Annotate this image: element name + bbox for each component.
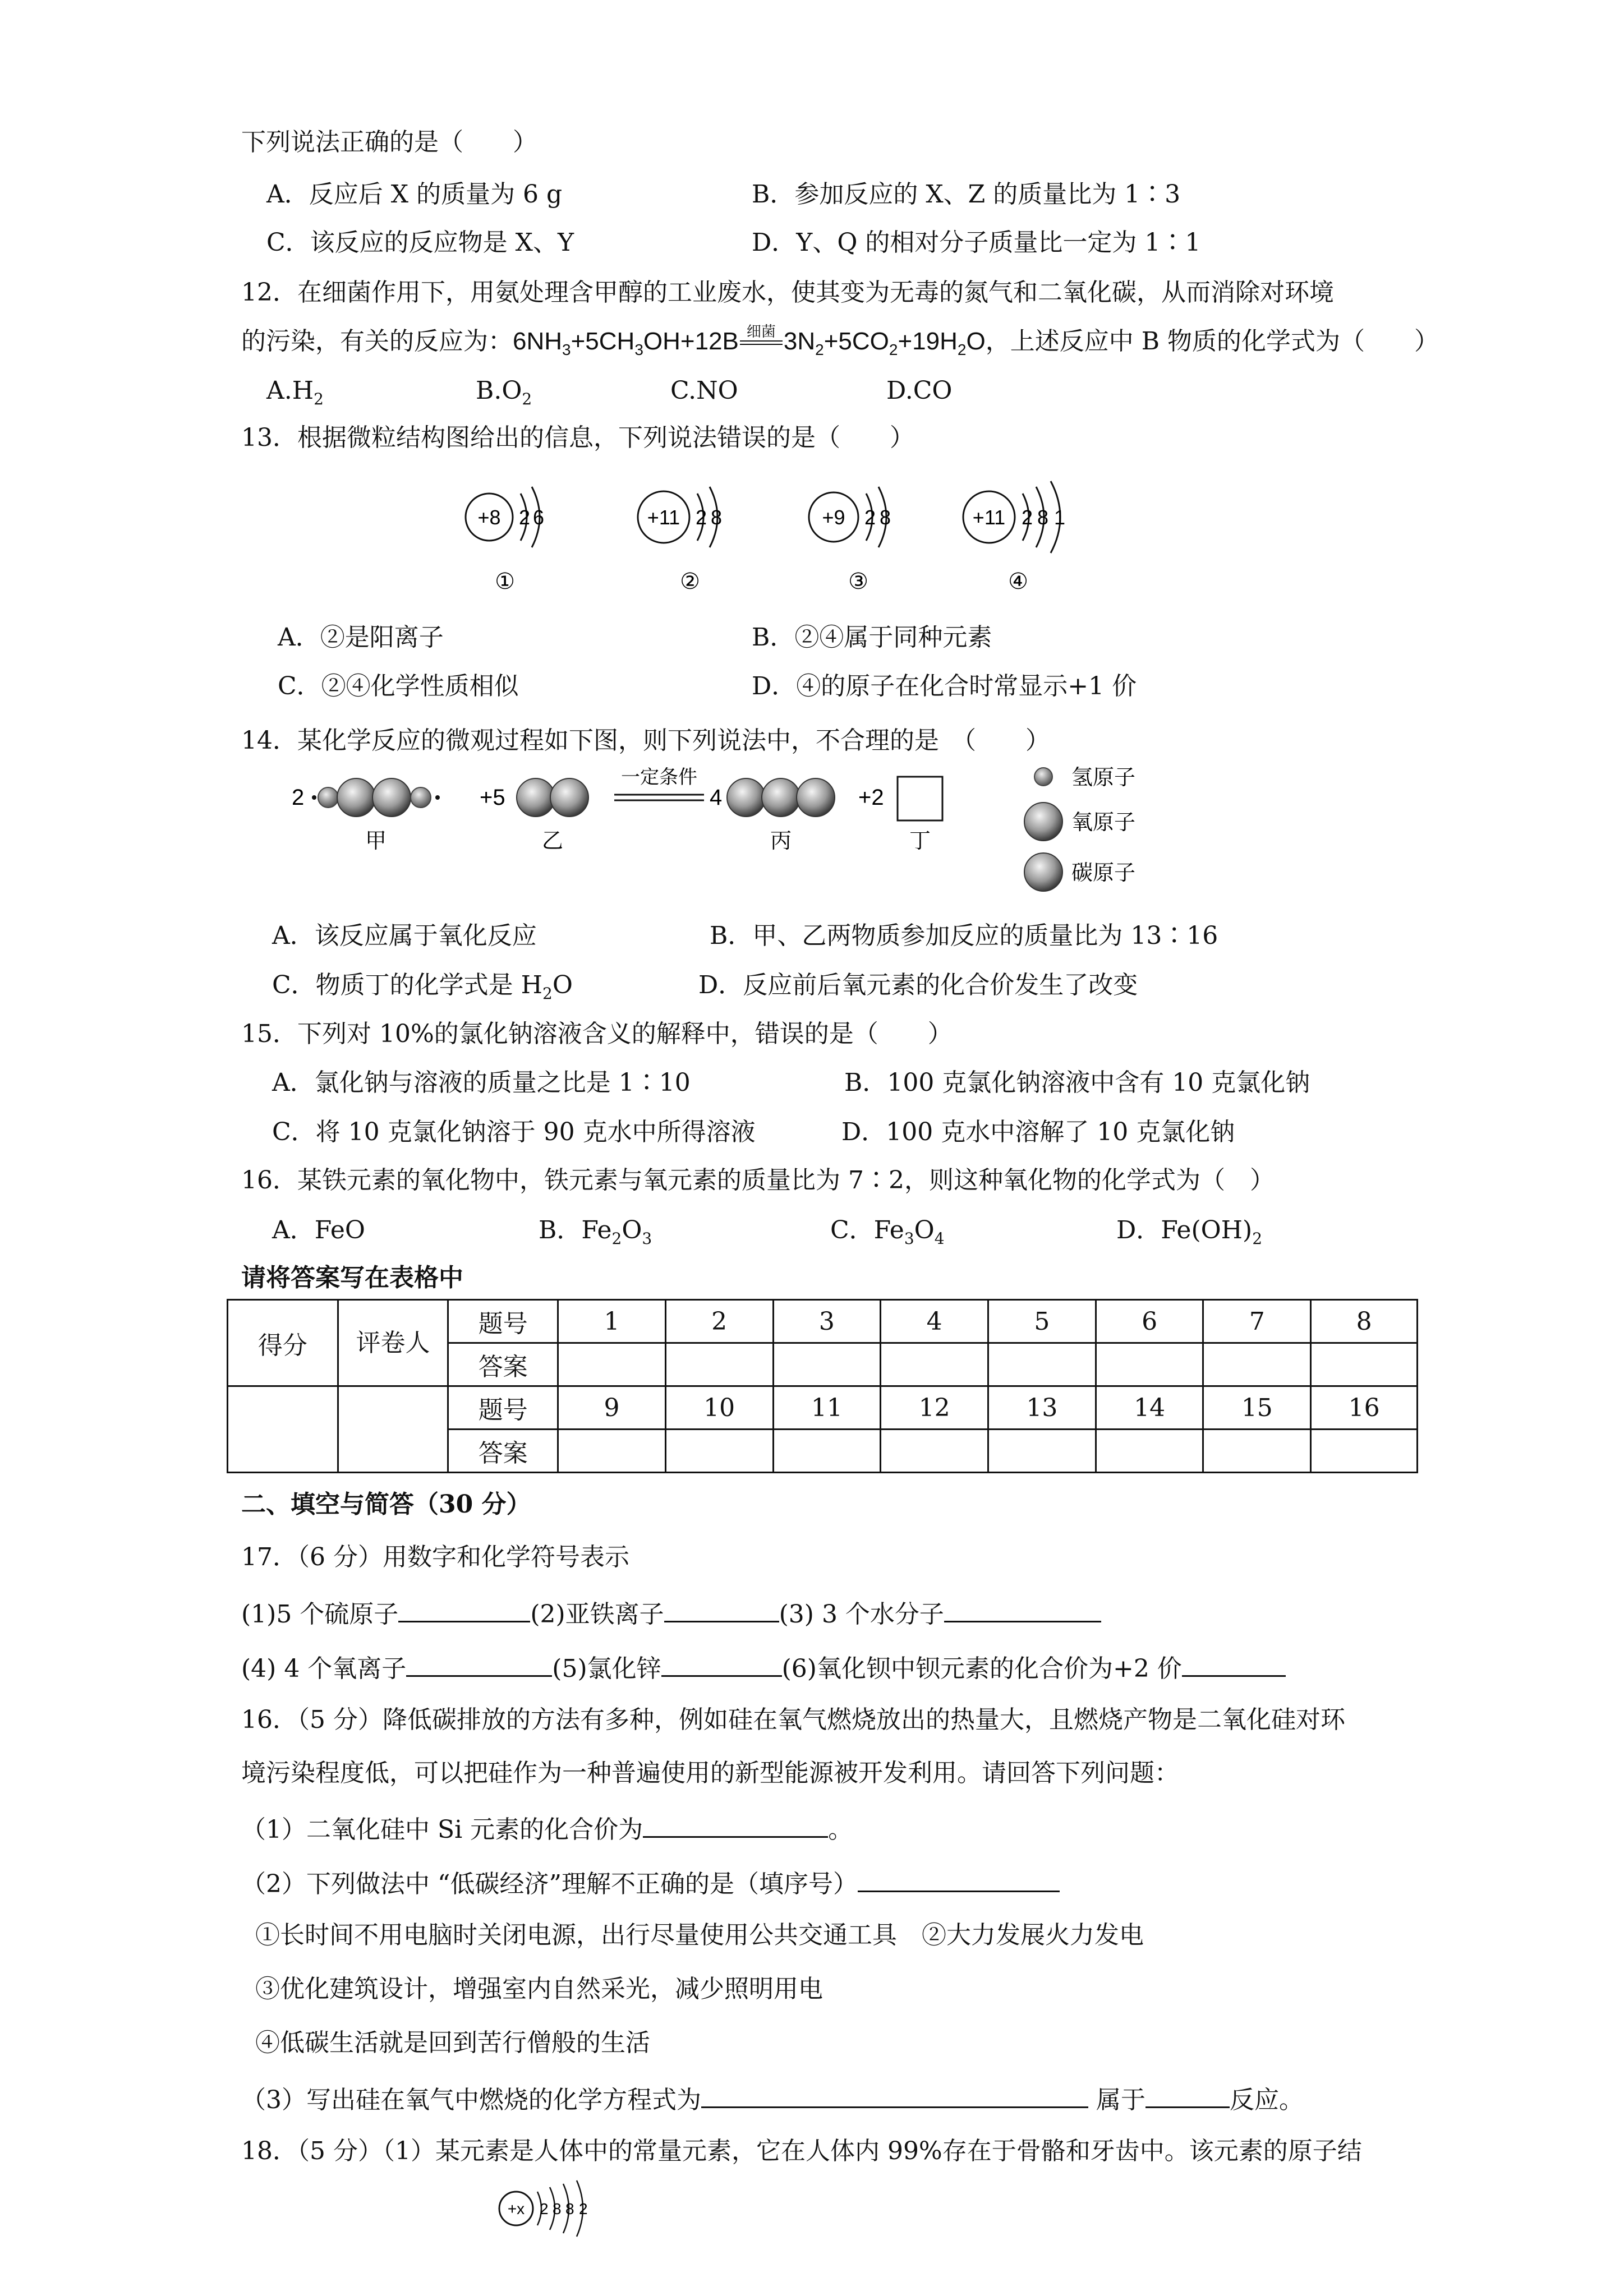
q12-option-a: $A.H_2$ xyxy=(266,376,324,408)
answer-blank[interactable] xyxy=(664,1596,779,1622)
q15-stem: 15．下列对 10%的氯化钠溶液含义的解释中，错误的是（ ） xyxy=(241,1020,953,1048)
svg-text:氢原子: 氢原子 xyxy=(1071,766,1136,790)
table-cell: 1 xyxy=(558,1300,666,1343)
q16b-part2: （2）下列做法中 “低碳经济”理解不正确的是（填序号） xyxy=(241,1866,1060,1901)
svg-text:2: 2 xyxy=(540,2200,549,2217)
svg-text:氧原子: 氧原子 xyxy=(1071,810,1136,835)
q16a-option-a: A．FeO xyxy=(272,1216,366,1244)
svg-text:+x: +x xyxy=(507,2200,525,2217)
table-cell: 9 xyxy=(558,1386,666,1430)
answer-blank[interactable] xyxy=(661,1650,782,1677)
q13-option-d: D．④的原子在化合时常显示+1 价 xyxy=(752,672,1137,700)
answer-blank[interactable] xyxy=(643,1811,828,1838)
q14-stem: 14．某化学反应的微观过程如下图，则下列说法中，不合理的是 （ ） xyxy=(241,726,1050,755)
svg-text:4: 4 xyxy=(710,785,723,810)
q15-option-c: C．将 10 克氯化钠溶于 90 克水中所得溶液 xyxy=(272,1118,756,1146)
answer-blank[interactable] xyxy=(1182,1650,1286,1677)
svg-text:+5: +5 xyxy=(480,785,505,810)
svg-text:2: 2 xyxy=(292,785,305,810)
q12-stem-line1: 12．在细菌作用下，用氨处理含甲醇的工业废水，使其变为无毒的氮气和二氧化碳，从而消除对环境 xyxy=(241,278,1334,307)
q12-equation: $6NH_3+5CH_3OH+12B$ 细菌 $3N_2+5CO_2+19H_2O$ xyxy=(513,323,986,358)
q16b-part3: （3）写出硅在氧气中燃烧的化学方程式为 属于 反应。 xyxy=(241,2082,1304,2117)
svg-text:碳原子: 碳原子 xyxy=(1071,860,1136,885)
q11-option-a: A．反应后 X 的质量为 6 g xyxy=(266,180,563,209)
svg-text:2: 2 xyxy=(579,2200,588,2217)
svg-text:2: 2 xyxy=(518,506,531,529)
q15-option-a: A．氯化钠与溶液的质量之比是 1∶10 xyxy=(272,1068,691,1097)
q16b-stem-line1: 16．（5 分）降低碳排放的方法有多种，例如硅在氧气燃烧放出的热量大，且燃烧产物是二氧化硅对环 xyxy=(241,1705,1345,1734)
answer-cell[interactable] xyxy=(881,1430,988,1473)
answer-blank[interactable] xyxy=(406,1650,552,1677)
svg-text:8: 8 xyxy=(553,2200,562,2217)
question-intro: 下列说法正确的是（ ） xyxy=(241,128,537,156)
answer-blank[interactable] xyxy=(944,1596,1101,1622)
answer-cell[interactable] xyxy=(558,1430,666,1473)
answer-cell[interactable] xyxy=(988,1343,1096,1386)
q13-option-a: A．②是阳离子 xyxy=(278,623,444,652)
q16a-option-c: C．$Fe_3O_4$ xyxy=(830,1216,945,1248)
answer-cell[interactable] xyxy=(665,1343,773,1386)
atom-diagram-1 xyxy=(460,477,572,600)
q14-option-b: B．甲、乙两物质参加反应的质量比为 13∶16 xyxy=(710,921,1218,950)
answer-cell[interactable] xyxy=(1311,1430,1418,1473)
svg-text:②: ② xyxy=(680,569,700,594)
answer-cell[interactable] xyxy=(665,1430,773,1473)
table-cell: 6 xyxy=(1096,1300,1203,1343)
table-cell: 10 xyxy=(665,1386,773,1430)
table-cell: 5 xyxy=(988,1300,1096,1343)
table-cell: 14 xyxy=(1096,1386,1203,1430)
q14-option-c: C．物质丁的化学式是 $H_2O$ xyxy=(272,971,573,1003)
q16b-stem-line2: 境污染程度低，可以把硅作为一种普遍使用的新型能源被开发利用。请回答下列问题： xyxy=(241,1759,1179,1787)
q12-option-b: $B.O_2$ xyxy=(476,376,532,408)
answer-blank[interactable] xyxy=(1145,2082,1230,2108)
atom-diagram-3 xyxy=(802,477,926,600)
svg-text:甲: 甲 xyxy=(365,828,387,853)
svg-text:+11: +11 xyxy=(647,506,680,529)
q11-option-c: C．该反应的反应物是 X、Y xyxy=(266,228,574,257)
table-cell: 12 xyxy=(881,1386,988,1430)
answer-cell[interactable] xyxy=(881,1343,988,1386)
q15-option-b: B．100 克氯化钠溶液中含有 10 克氯化钠 xyxy=(844,1068,1310,1097)
svg-text:2: 2 xyxy=(695,506,707,529)
score-header: 得分 xyxy=(228,1300,338,1386)
q13-option-b: B．②④属于同种元素 xyxy=(752,623,992,652)
answer-cell[interactable] xyxy=(988,1430,1096,1473)
svg-text:+11: +11 xyxy=(972,506,1006,529)
q16b-choice-4: ④低碳生活就是回到苦行僧般的生活 xyxy=(255,2028,650,2057)
qnum-header: 题号 xyxy=(448,1386,558,1430)
q12-option-c: C.NO xyxy=(670,376,738,405)
q12-stem-line2: 的污染，有关的反应为：$6NH_3+5CH_3OH+12B$ 细菌 $3N_2+5CO_2+19H_2O$，上述反应中 B 物质的化学式为（ ） xyxy=(241,323,1439,358)
answer-cell[interactable] xyxy=(773,1430,881,1473)
svg-text:一定条件: 一定条件 xyxy=(621,766,697,789)
answer-header: 答案 xyxy=(448,1343,558,1386)
answer-cell[interactable] xyxy=(773,1343,881,1386)
table-cell: 16 xyxy=(1311,1386,1418,1430)
q16a-stem: 16．某铁元素的氧化物中，铁元素与氧元素的质量比为 7∶2，则这种氧化物的化学式为（ ） xyxy=(241,1166,1275,1195)
section-heading: 二、填空与简答（30 分） xyxy=(241,1490,531,1519)
q16a-option-d: D．$Fe(OH)_2$ xyxy=(1116,1216,1263,1248)
svg-text:+9: +9 xyxy=(822,506,845,529)
table-cell: 3 xyxy=(773,1300,881,1343)
svg-text:8: 8 xyxy=(879,506,891,529)
grader-cell[interactable] xyxy=(338,1386,448,1473)
table-cell: 2 xyxy=(665,1300,773,1343)
svg-text:8: 8 xyxy=(1037,506,1049,529)
answer-cell[interactable] xyxy=(1096,1430,1203,1473)
svg-text:2: 2 xyxy=(1021,506,1033,529)
svg-text:+8: +8 xyxy=(477,506,501,529)
answer-cell[interactable] xyxy=(1096,1343,1203,1386)
q13-option-c: C．②④化学性质相似 xyxy=(278,672,519,700)
table-cell: 4 xyxy=(881,1300,988,1343)
q12-option-d: D.CO xyxy=(886,376,953,405)
table-cell: 15 xyxy=(1203,1386,1311,1430)
qnum-header: 题号 xyxy=(448,1300,558,1343)
answer-table xyxy=(227,1299,1418,1473)
q17-stem: 17．（6 分）用数字和化学符号表示 xyxy=(241,1543,629,1571)
table-cell: 11 xyxy=(773,1386,881,1430)
svg-text:6: 6 xyxy=(532,506,545,529)
answer-header: 答案 xyxy=(448,1430,558,1473)
answer-blank[interactable] xyxy=(398,1596,530,1622)
table-cell: 7 xyxy=(1203,1300,1311,1343)
answer-cell[interactable] xyxy=(558,1343,666,1386)
svg-text:乙: 乙 xyxy=(541,828,564,853)
reaction-diagram xyxy=(286,766,1251,911)
q16b-part1: （1）二氧化硅中 Si 元素的化合价为 。 xyxy=(241,1811,853,1846)
q13-stem: 13．根据微粒结构图给出的信息，下列说法错误的是（ ） xyxy=(241,423,914,452)
grader-header: 评卷人 xyxy=(338,1300,448,1386)
svg-text:1: 1 xyxy=(1053,506,1066,529)
svg-text:丙: 丙 xyxy=(770,828,792,853)
q14-option-d: D．反应前后氧元素的化合价发生了改变 xyxy=(698,971,1138,999)
svg-text:④: ④ xyxy=(1008,569,1028,594)
svg-text:丁: 丁 xyxy=(909,828,931,853)
q17-line1: (1)5 个硫原子 (2)亚铁离子 (3) 3 个水分子 xyxy=(241,1596,1101,1631)
q17-line2: (4) 4 个氧离子 (5)氯化锌 (6)氧化钡中钡元素的化合价为+2 价 xyxy=(241,1650,1286,1685)
table-cell: 8 xyxy=(1311,1300,1418,1343)
answer-blank[interactable] xyxy=(858,1866,1060,1892)
svg-text:2: 2 xyxy=(864,506,876,529)
atom-diagram-q18 xyxy=(494,2176,628,2249)
q16b-choice-1-2: ①长时间不用电脑时关闭电源，出行尽量使用公共交通工具 ②大力发展火力发电 xyxy=(255,1921,1144,1949)
q14-option-a: A．该反应属于氧化反应 xyxy=(272,921,537,950)
score-cell[interactable] xyxy=(228,1386,338,1473)
svg-text:③: ③ xyxy=(848,569,868,594)
answer-cell[interactable] xyxy=(1311,1343,1418,1386)
table-cell: 13 xyxy=(988,1386,1096,1430)
q11-option-d: D．Y、Q 的相对分子质量比一定为 1∶1 xyxy=(752,228,1201,257)
svg-text:①: ① xyxy=(495,569,515,594)
answer-blank[interactable] xyxy=(701,2082,1088,2108)
svg-text:+2: +2 xyxy=(858,785,884,810)
atom-diagram-2 xyxy=(631,477,755,600)
q18-stem-line1: 18．（5 分）（1）某元素是人体中的常量元素，它在人体内 99%存在于骨骼和牙齿中。该元素的原子结 xyxy=(241,2137,1362,2165)
answer-table-title: 请将答案写在表格中 xyxy=(241,1264,463,1292)
q16b-choice-3: ③优化建筑设计，增强室内自然采光，减少照明用电 xyxy=(255,1975,823,2003)
answer-cell[interactable] xyxy=(1203,1430,1311,1473)
svg-text:8: 8 xyxy=(565,2200,574,2217)
atom-diagram-4 xyxy=(956,477,1102,600)
svg-text:8: 8 xyxy=(710,506,723,529)
q16a-option-b: B．$Fe_2O_3$ xyxy=(539,1216,652,1248)
answer-cell[interactable] xyxy=(1203,1343,1311,1386)
q11-option-b: B．参加反应的 X、Z 的质量比为 1∶3 xyxy=(752,180,1181,209)
q15-option-d: D．100 克水中溶解了 10 克氯化钠 xyxy=(841,1118,1235,1146)
